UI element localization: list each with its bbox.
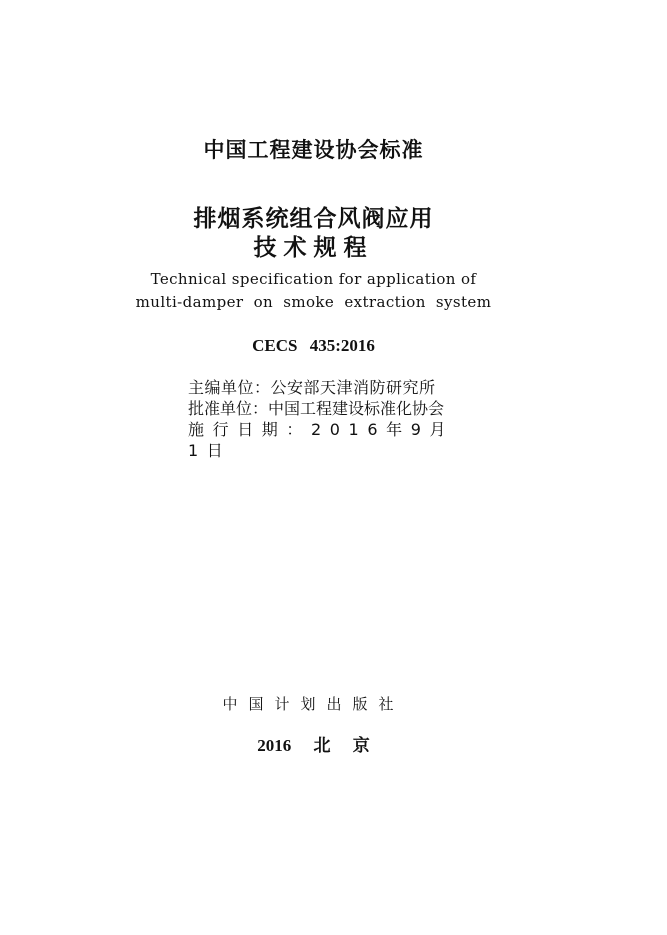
english-title-line-1: Technical specification for application of bbox=[150, 270, 477, 288]
publication-year-place: 2016 北 京 bbox=[257, 736, 370, 755]
editor-unit-line: 主编单位：公安部天津消防研究所 bbox=[188, 378, 436, 397]
english-title-line-2: multi-damper on smoke extraction system bbox=[135, 293, 492, 311]
standard-organization-heading: 中国工程建设协会标准 bbox=[203, 138, 424, 162]
document-title-line-1: 排烟系统组合风阀应用 bbox=[193, 206, 434, 232]
document-title-line-2: 技术规程 bbox=[253, 235, 374, 261]
effective-date-line-2: 1日 bbox=[188, 441, 232, 460]
approval-unit-line: 批准单位：中国工程建设标准化协会 bbox=[188, 399, 445, 418]
effective-date-line-1: 施行日期：2016年9月 bbox=[188, 420, 455, 439]
publisher-name: 中国计划出版社 bbox=[222, 695, 405, 713]
standard-code: CECS 435:2016 bbox=[252, 336, 375, 355]
